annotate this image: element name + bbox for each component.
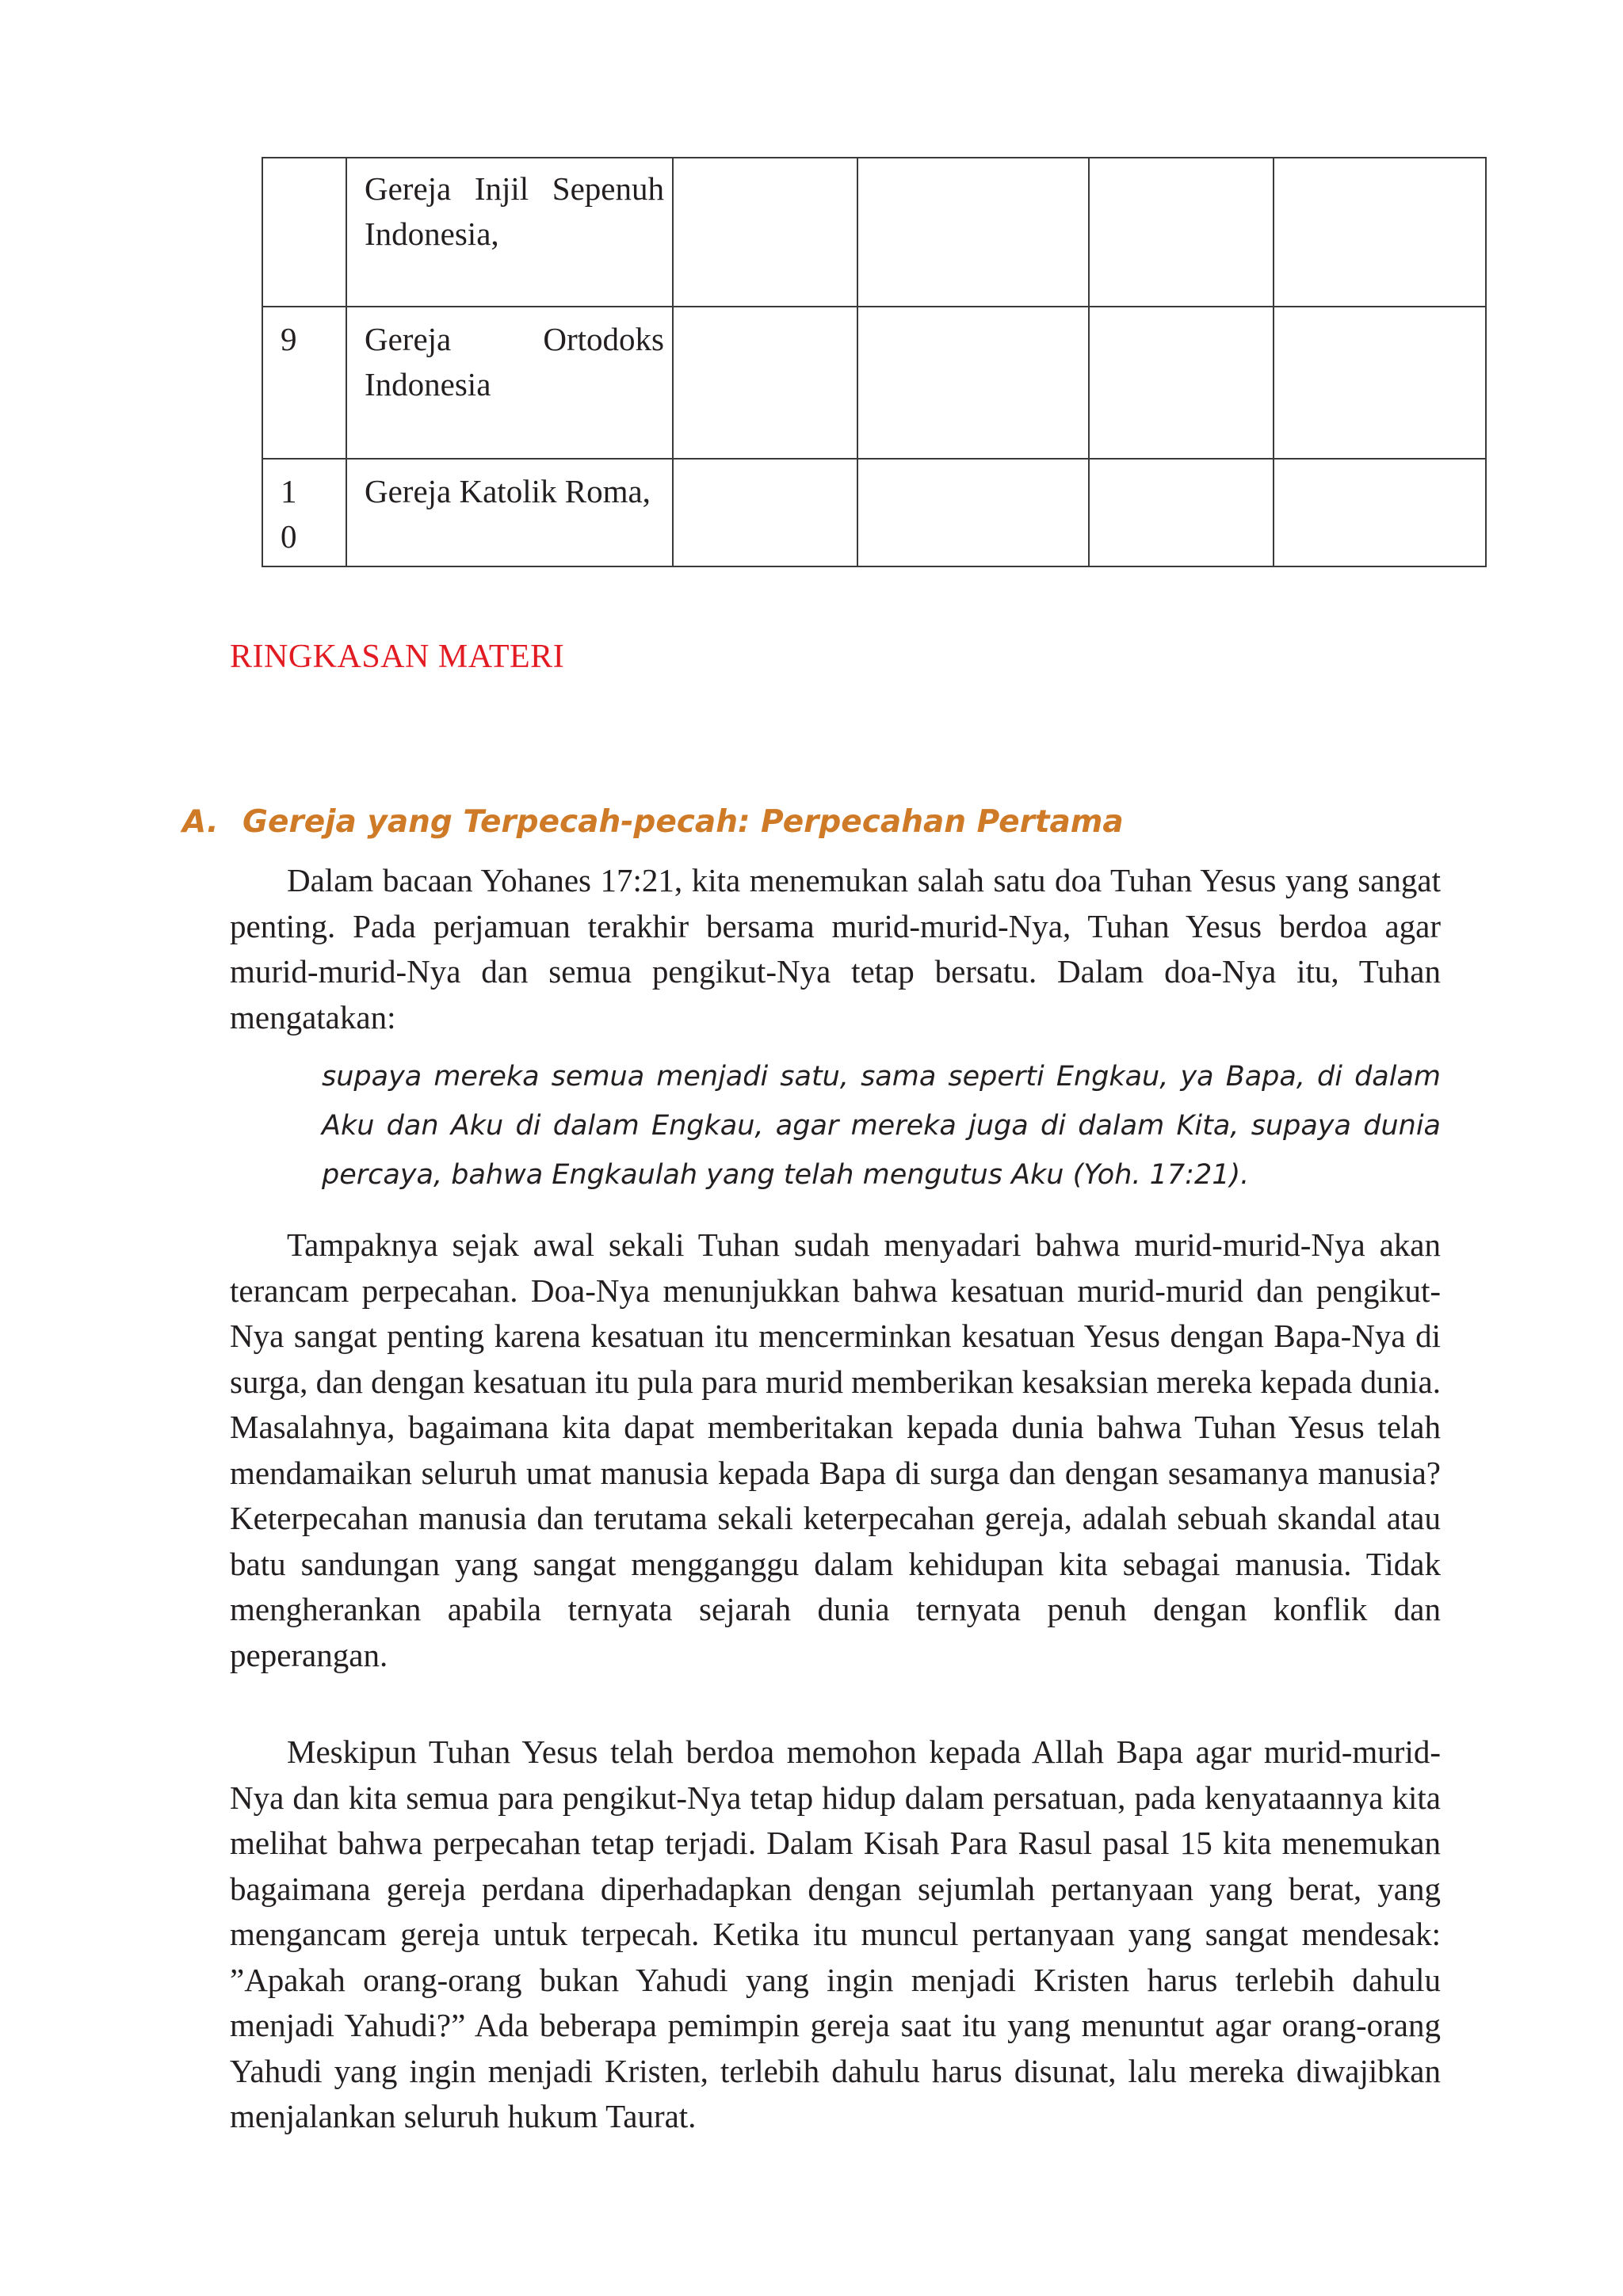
table-row <box>262 158 1486 307</box>
empty-cell <box>673 158 857 307</box>
paragraph-3: Meskipun Tuhan Yesus telah berdoa memohon kepada Allah Bapa agar murid-murid-Nya dan kita semua para pengikut-Nya tetap hidup dalam persatuan, pada kenyataannya kita melihat bahwa perpecahan tetap terjadi. Dalam Kisah Para Rasul pasal 15 kita menemukan bagaimana gereja perdana diperhadapkan dengan sejumlah pertanyaan yang berat, yang mengancam gereja untuk terpecah. Ketika itu muncul pertanyaan yang sangat mendesak: ”Apakah orang-orang bukan Yahudi yang ingin menjadi Kristen harus terlebih dahulu menjadi Yahudi?” Ada beberapa pemimpin gereja saat itu yang menuntut agar orang-orang Yahudi yang ingin menjadi Kristen, terlebih dahulu harus disunat, lalu mereka diwajibkan menjalankan seluruh hukum Taurat. <box>230 1733 1441 2134</box>
empty-cell <box>857 459 1089 566</box>
empty-cell <box>1089 158 1274 307</box>
church-name: Gereja Injil Sepenuh Indonesia, <box>346 158 673 307</box>
empty-cell <box>673 307 857 459</box>
row-number <box>262 158 346 307</box>
scripture-quote: supaya mereka semua menjadi satu, sama seperti Engkau, ya Bapa, di dalam Aku dan Aku di dalam Engkau, agar mereka juga di dalam Kita, supaya dunia percaya, bahwa Engkaulah yang telah mengutus Aku (Yoh. 17:21). <box>322 1061 1441 1191</box>
empty-cell <box>857 158 1089 307</box>
empty-cell <box>1274 459 1486 566</box>
empty-cell <box>673 459 857 566</box>
section-letter: A. <box>182 804 219 840</box>
church-name: Gereja Katolik Roma, <box>346 459 673 566</box>
church-name: Gereja Ortodoks Indonesia <box>346 307 673 459</box>
table-row <box>262 459 1486 566</box>
table-row <box>262 307 1486 459</box>
section-title: Gereja yang Terpecah-pecah: Perpecahan Pertama <box>242 804 1124 840</box>
paragraph-2: Tampaknya sejak awal sekali Tuhan sudah menyadari bahwa murid-murid-Nya akan terancam perpecahan. Doa-Nya menunjukkan bahwa kesatuan murid-murid dan pengikut-Nya sangat penting karena kesatuan itu mencerminkan kesatuan Yesus dengan Bapa-Nya di surga, dan dengan kesatuan itu pula para murid memberikan kesaksian mereka kepada dunia. Masalahnya, bagaimana kita dapat memberitakan kepada dunia bahwa Tuhan Yesus telah mendamaikan seluruh umat manusia kepada Bapa di surga dan dengan sesamanya manusia? Keterpecahan manusia dan terutama sekali keterpecahan gereja, adalah sebuah skandal atau batu sandungan yang sangat mengganggu dalam kehidupan kita sebagai manusia. Tidak mengherankan apabila ternyata sejarah dunia ternyata penuh dengan konflik dan peperangan. <box>230 1226 1441 1673</box>
empty-cell <box>1274 307 1486 459</box>
empty-cell <box>1089 459 1274 566</box>
church-table <box>262 157 1487 567</box>
section-heading <box>182 804 1124 840</box>
paragraph-1: Dalam bacaan Yohanes 17:21, kita menemukan salah satu doa Tuhan Yesus yang sangat penting. Pada perjamuan terakhir bersama murid-murid-Nya, Tuhan Yesus berdoa agar murid-murid-Nya dan semua pengikut-Nya tetap bersatu. Dalam doa-Nya itu, Tuhan mengatakan: <box>230 862 1441 1035</box>
summary-title: RINGKASAN MATERI <box>230 639 565 675</box>
row-number: 9 <box>262 307 346 459</box>
row-number: 10 <box>262 459 346 566</box>
empty-cell <box>857 307 1089 459</box>
empty-cell <box>1089 307 1274 459</box>
empty-cell <box>1274 158 1486 307</box>
